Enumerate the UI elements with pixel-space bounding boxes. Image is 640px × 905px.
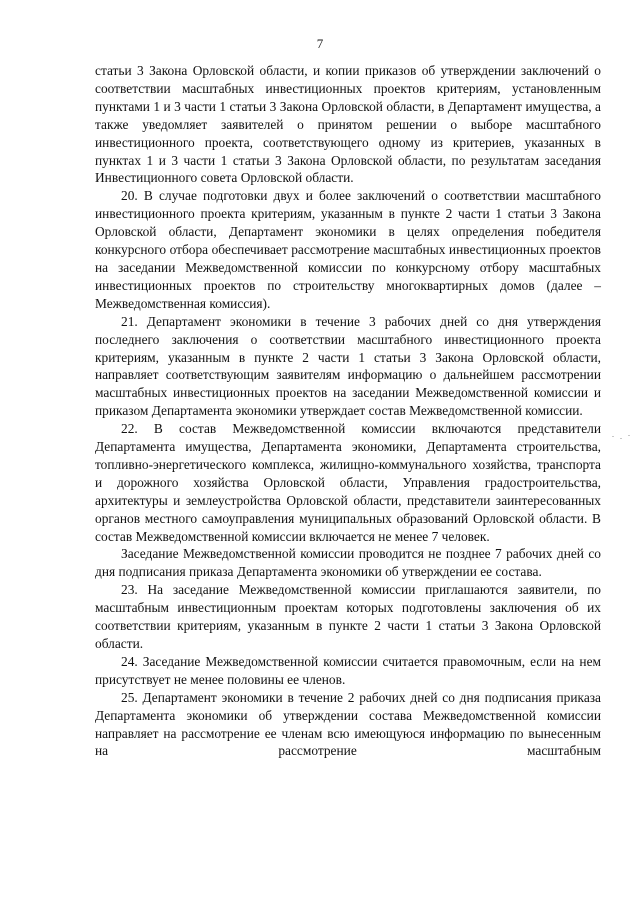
scan-artifact — [620, 438, 622, 439]
paragraph-21: 21. Департамент экономики в течение 3 рабочих дней со дня утверждения последнего заключения о соответствии масштабного инвестиционного проекта критериям, указанным в пункте 2 части 1 статьи 3 Закона Орловской области, направляет соответствующим заявителям информацию о дальнейшем рассмотрении масштабных инвестиционных проектов на заседании Межведомственной комиссии и приказом Департамента экономики утверждает состав Межведомственной комиссии. — [95, 313, 601, 419]
scan-artifact — [612, 436, 614, 437]
scan-artifact — [628, 435, 630, 436]
paragraph-25: 25. Департамент экономики в течение 2 рабочих дней со дня подписания приказа Департамента экономики об утверждении состава Межведомственной комиссии направляет на рассмотрение ее членам всю имеющуюся информацию по вынесенным на рассмотрение масштабным — [95, 689, 601, 759]
paragraph-continuation: статьи 3 Закона Орловской области, и копии приказов об утверждении заключений о соответствии масштабных инвестиционных проектов критериям, установленным пунктами 1 и 3 части 1 статьи 3 Закона Орловской области, в Департамент имущества, а также уведомляет заявителей о принятом решении о выборе масштабного инвестиционного проекта, соответствующего одному из критериев, указанных в пунктах 1 и 3 части 1 статьи 3 Закона Орловской области, по результатам заседания Инвестиционного совета Орловской области. — [95, 63, 601, 186]
paragraph-24: 24. Заседание Межведомственной комиссии считается правомочным, если на нем присутствует не менее половины ее членов. — [95, 653, 601, 687]
paragraph-22-meeting: Заседание Межведомственной комиссии проводится не позднее 7 рабочих дней со дня подписания приказа Департамента экономики об утверждении ее состава. — [95, 546, 601, 580]
paragraph-23: 23. На заседание Межведомственной комиссии приглашаются заявители, по масштабным инвестиционным проектам которых подготовлены заключения об их соответствии критериям, указанным в пункте 2 части 1 статьи 3 Закона Орловской области. — [95, 582, 601, 651]
body-text — [95, 62, 601, 760]
paragraph-22: 22. В состав Межведомственной комиссии включаются представители Департамента имущества, Департамента экономики, Департамента строительства, топливно-энергетического комплекса, жилищно-коммунального хозяйства, транспорта и дорожного хозяйства Орловской области, Управления градостроительства, архитектуры и землеустройства Орловской области, представители заинтересованных органов местного самоуправления муниципальных образований Орловской области. В состав Межведомственной комиссии включается не менее 7 человек. — [95, 421, 601, 544]
paragraph-20: 20. В случае подготовки двух и более заключений о соответствии масштабного инвестиционного проекта критериям, указанным в пункте 2 части 1 статьи 3 Закона Орловской области, Департамент экономики в целях определения победителя конкурсного отбора обеспечивает рассмотрение масштабных инвестиционных проектов на заседании Межведомственной комиссии по конкурсному отбору масштабных инвестиционных проектов по строительству многоквартирных домов (далее – Межведомственная комиссия). — [95, 188, 601, 311]
page-number: 7 — [316, 36, 324, 51]
